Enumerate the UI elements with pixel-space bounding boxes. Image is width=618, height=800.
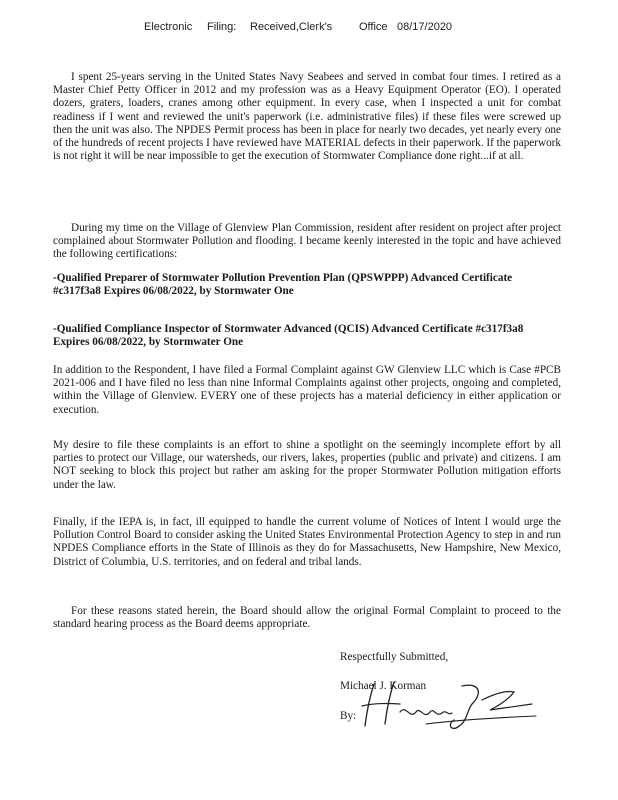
handwritten-signature-icon <box>360 676 540 732</box>
filing-stamp-header <box>0 21 618 35</box>
paragraph-desire-to-file: My desire to file these complaints is an effort to shine a spotlight on the seemingly incomplete effort by all parties to protect our Village, our watersheds, our rivers, lakes, properties (public and private) and citizens. I am NOT seeking to block this project but rather am asking for the proper Stormwater Pollution mitigation efforts under the law. <box>53 439 561 491</box>
header-date: 08/17/2020 <box>397 21 453 33</box>
certification-qcis: -Qualified Compliance Inspector of Stormwater Advanced (QCIS) Advanced Certificate #c317f3a8 Expires 06/08/2022, by Stormwater One <box>53 323 524 349</box>
header-word-electronic: Electronic <box>144 21 193 33</box>
certification-qpswppp: -Qualified Preparer of Stormwater Pollution Prevention Plan (QPSWPPP) Advanced Certificate #c317f3a8 Expires 06/08/2022, by Stormwater One <box>53 272 513 298</box>
signer-name: Michael J. Korman <box>340 680 427 692</box>
header-word-filing: Filing: <box>207 21 237 33</box>
paragraph-conclusion: For these reasons stated herein, the Board should allow the original Formal Complaint to proceed to the standard hearing process as the Board deems appropriate. <box>53 605 561 631</box>
paragraph-iepa-request: Finally, if the IEPA is, in fact, ill equipped to handle the current volume of Notices of Intent I would urge the Pollution Control Board to consider asking the United States Environmental Protection Agency to step in and run NPDES Compliance efforts in the State of Illinois as they do for Massachusetts, New Hampshire, New Mexico, District of Columbia, U.S. territories, and on federal and tribal lands. <box>53 516 561 568</box>
closing-salutation: Respectfully Submitted, <box>340 651 449 663</box>
paragraph-complaints-filed: In addition to the Respondent, I have filed a Formal Complaint against GW Glenview LLC which is Case #PCB 2021-006 and I have filed no less than nine Informal Complaints against other projects, ongoing and completed, within the Village of Glenview. EVERY one of these projects has a material deficiency in either application or execution. <box>53 364 561 416</box>
signature-by-label: By: <box>340 710 357 722</box>
paragraph-navy-service: I spent 25-years serving in the United States Navy Seabees and served in combat four times. I retired as a Master Chief Petty Officer in 2012 and my profession was as a Heavy Equipment Operator (EO). I operated dozers, graters, loaders, cranes among other equipment. In every case, when I inspected a unit for combat readiness if I went and reviewed the unit's paperwork (i.e. administrative files) if these files were screwed up then the unit was also. The NPDES Permit process has been in place for nearly two decades, yet nearly every one of the hundreds of recent projects I have reviewed have MATERIAL defects in their paperwork. If the paperwork is not right it will be near impossible to get the execution of Stormwater Compliance done right...if at all. <box>53 71 561 163</box>
paragraph-plan-commission: During my time on the Village of Glenview Plan Commission, resident after resident on project after project complained about Stormwater Pollution and flooding. I became keenly interested in the topic and have achieved the following certifications: <box>53 222 561 261</box>
header-word-received-clerks: Received,Clerk's <box>250 21 333 33</box>
header-word-office: Office <box>359 21 388 33</box>
